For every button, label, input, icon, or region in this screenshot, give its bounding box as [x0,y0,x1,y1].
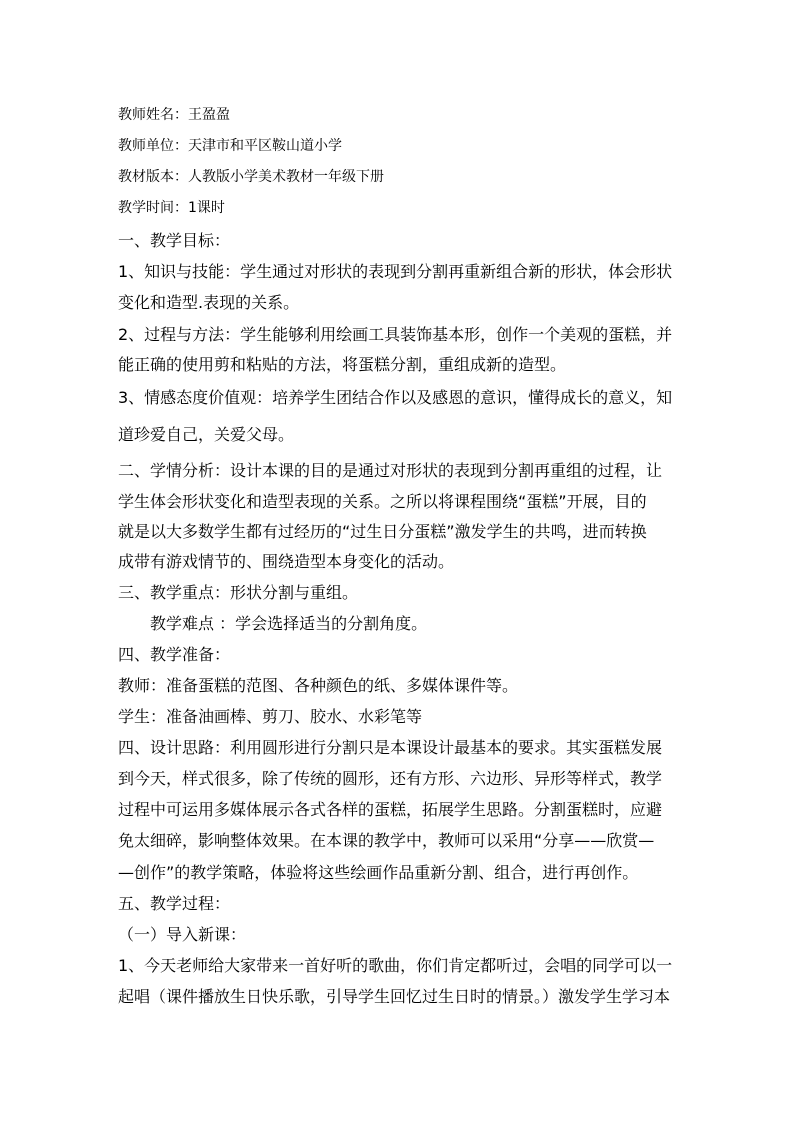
paragraph-line: 教学难点 ：学会选择适当的分割角度。 [150,614,428,633]
paragraph-line: 二、学情分析：设计本课的目的是通过对形状的表现到分割再重组的过程，让 [118,461,663,480]
teacher-name-line: 教师姓名：王盈盈 [118,107,230,123]
paragraph-line: 到今天，样式很多，除了传统的圆形，还有方形、六边形、异形等样式，教学 [118,769,663,788]
paragraph-line: —创作”的教学策略，体验将这些绘画作品重新分割、组合，进行再创作。 [118,863,639,882]
paragraph-line: 过程中可运用多媒体展示各式各样的蛋糕，拓展学生思路。分割蛋糕时，应避 [118,800,663,819]
section-heading: 一、教学目标： [118,231,231,250]
paragraph-line: 2、过程与方法：学生能够利用绘画工具装饰基本形，创作一个美观的蛋糕，并 [118,325,673,344]
paragraph-line: 学生体会形状变化和造型表现的关系。之所以将课程围绕“蛋糕”开展，目的 [118,492,647,511]
paragraph-line: 3、情感态度价值观：培养学生团结合作以及感恩的意识，懂得成长的意义，知 [118,388,673,407]
subsection-heading: （一）导入新课： [118,925,247,944]
paragraph-line: 能正确的使用剪和粘贴的方法，将蛋糕分割，重组成新的造型。 [118,355,567,374]
paragraph-line: 学生：准备油画棒、剪刀、胶水、水彩笔等 [118,707,423,726]
paragraph-line: 成带有游戏情节的、围绕造型本身变化的活动。 [118,552,455,571]
section-heading: 四、教学准备： [118,645,231,664]
paragraph-line: 教师：准备蛋糕的范图、各种颜色的纸、多媒体课件等。 [118,676,519,695]
paragraph-line: 1、知识与技能：学生通过对形状的表现到分割再重新组合新的形状，体会形状 [118,262,673,281]
paragraph-line: 1、今天老师给大家带来一首好听的歌曲，你们肯定都听过，会唱的同学可以一 [118,956,673,975]
section-heading: 五、教学过程： [118,894,231,913]
paragraph-line: 四、设计思路：利用圆形进行分割只是本课设计最基本的要求。其实蛋糕发展 [118,738,663,757]
paragraph-line: 就是以大多数学生都有过经历的“过生日分蛋糕”激发学生的共鸣，进而转换 [118,522,647,541]
section-heading: 三、教学重点：形状分割与重组。 [118,583,359,602]
paragraph-line: 变化和造型.表现的关系。 [118,293,300,312]
teaching-time-line: 教学时间：1课时 [118,200,225,216]
teacher-unit-line: 教师单位：天津市和平区鞍山道小学 [118,138,342,154]
paragraph-line: 免太细碎，影响整体效果。在本课的教学中，教师可以采用“分享——欣赏— [118,831,655,850]
paragraph-line: 起唱（课件播放生日快乐歌，引导学生回忆过生日时的情景。）激发学生学习本 [118,987,671,1006]
paragraph-line: 道珍爱自己，关爱父母。 [118,425,295,444]
textbook-line: 教材版本：人教版小学美术教材一年级下册 [118,169,384,185]
